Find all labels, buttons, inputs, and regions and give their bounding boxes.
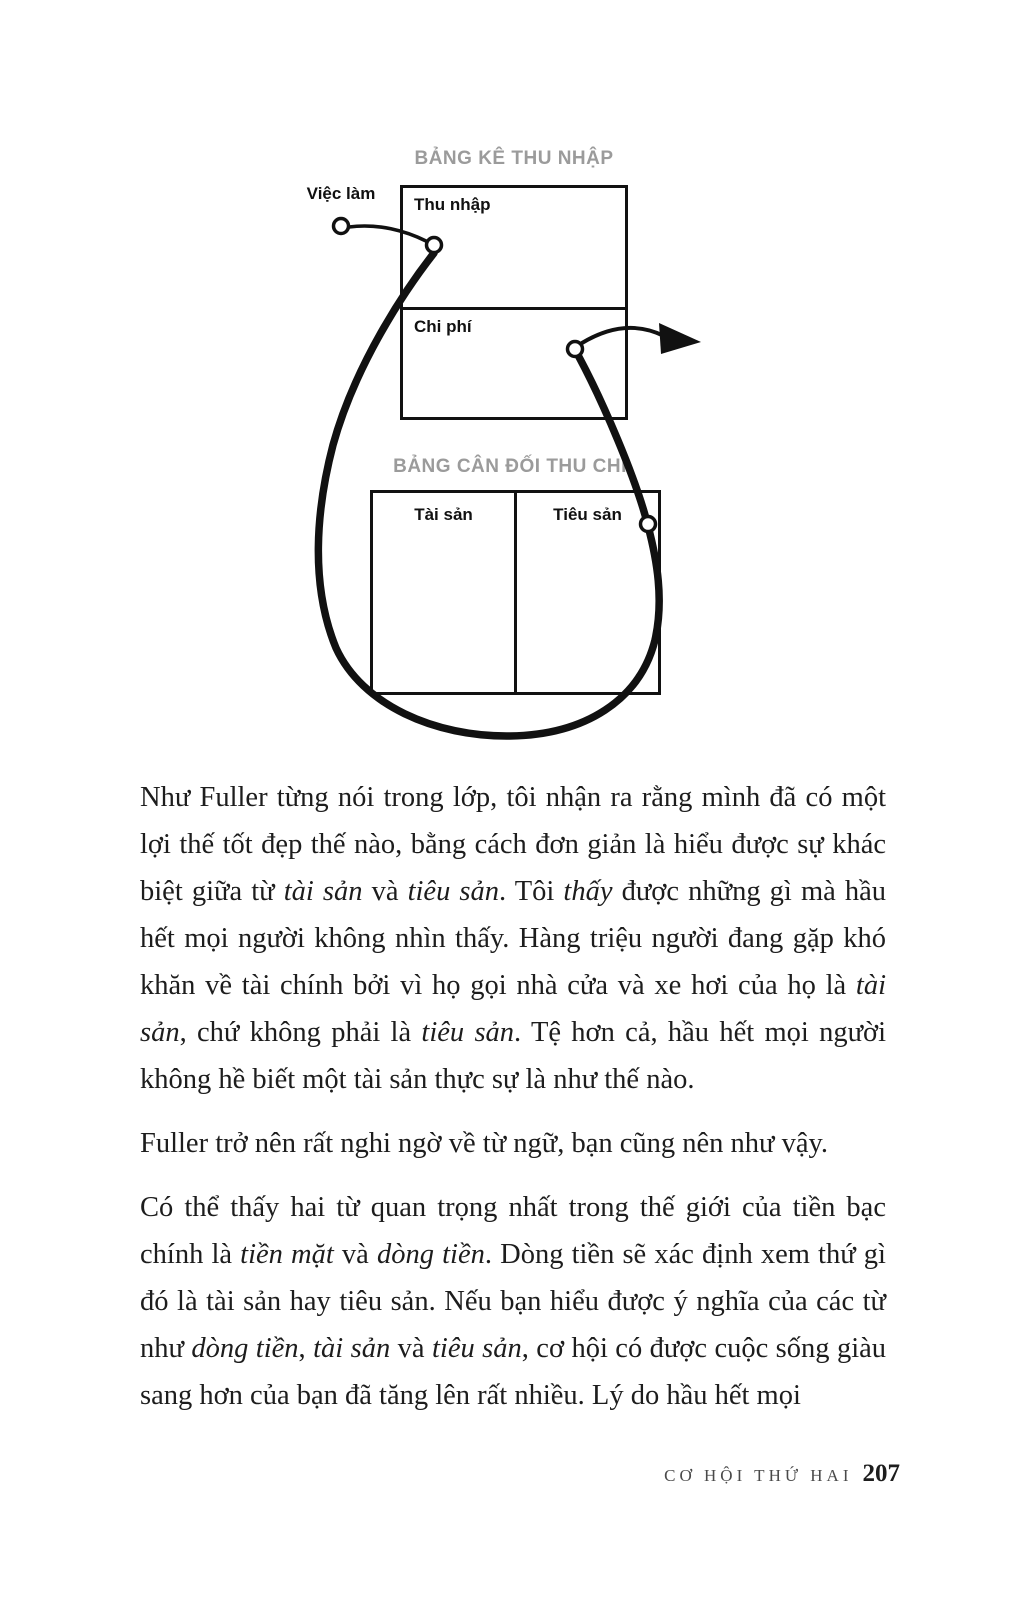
paragraph: Fuller trở nên rất nghi ngờ về từ ngữ, bạn cũng nên như vậy. <box>140 1128 829 1159</box>
income-label: Thu nhập <box>414 195 491 214</box>
cashflow-diagram <box>0 0 1024 775</box>
page-footer <box>664 1460 900 1488</box>
balance-sheet-title: BẢNG CÂN ĐỐI THU CHI <box>393 456 627 477</box>
liabilities-section <box>517 493 658 692</box>
footer-page-number: 207 <box>862 1460 900 1487</box>
income-section <box>403 188 625 310</box>
expense-section <box>403 310 625 337</box>
income-statement-box <box>400 185 628 420</box>
income-statement-title: BẢNG KÊ THU NHẬP <box>414 148 614 169</box>
liability-label: Tiêu sản <box>553 505 622 524</box>
footer-book-title: CƠ HỘI THỨ HAI <box>664 1466 853 1485</box>
asset-label: Tài sản <box>414 505 473 524</box>
job-node <box>334 219 349 234</box>
arrowhead-icon <box>659 323 701 354</box>
expense-label: Chi phí <box>414 317 472 336</box>
paragraph: Có thể thấy hai từ quan trọng nhất trong thế giới của tiền bạc chính là tiền mặt và dòng tiền. Dòng tiền sẽ xác định xem thứ gì đó là tài sản hay tiêu sản. Nếu bạn hiểu được ý nghĩa của các từ như dòng tiền, tài sản và tiêu sản, cơ hội có được cuộc sống giàu sang hơn của bạn đã tăng lên rất nhiều. Lý do hầu hết mọi <box>140 1192 887 1411</box>
paragraph: Như Fuller từng nói trong lớp, tôi nhận ra rằng mình đã có một lợi thế tốt đẹp thế nào, bằng cách đơn giản là hiểu được sự khác biệt giữa từ tài sản và tiêu sản. Tôi thấy được những gì mà hầu hết mọi người không nhìn thấy. Hàng triệu người đang gặp khó khăn về tài chính bởi vì họ gọi nhà cửa và xe hơi của họ là tài sản, chứ không phải là tiêu sản. Tệ hơn cả, hầu hết mọi người không hề biết một tài sản thực sự là như thế nào. <box>140 782 887 1095</box>
assets-section <box>373 493 517 692</box>
job-label: Việc làm <box>306 184 376 203</box>
balance-sheet-box <box>370 490 661 695</box>
body-text <box>140 774 886 1436</box>
